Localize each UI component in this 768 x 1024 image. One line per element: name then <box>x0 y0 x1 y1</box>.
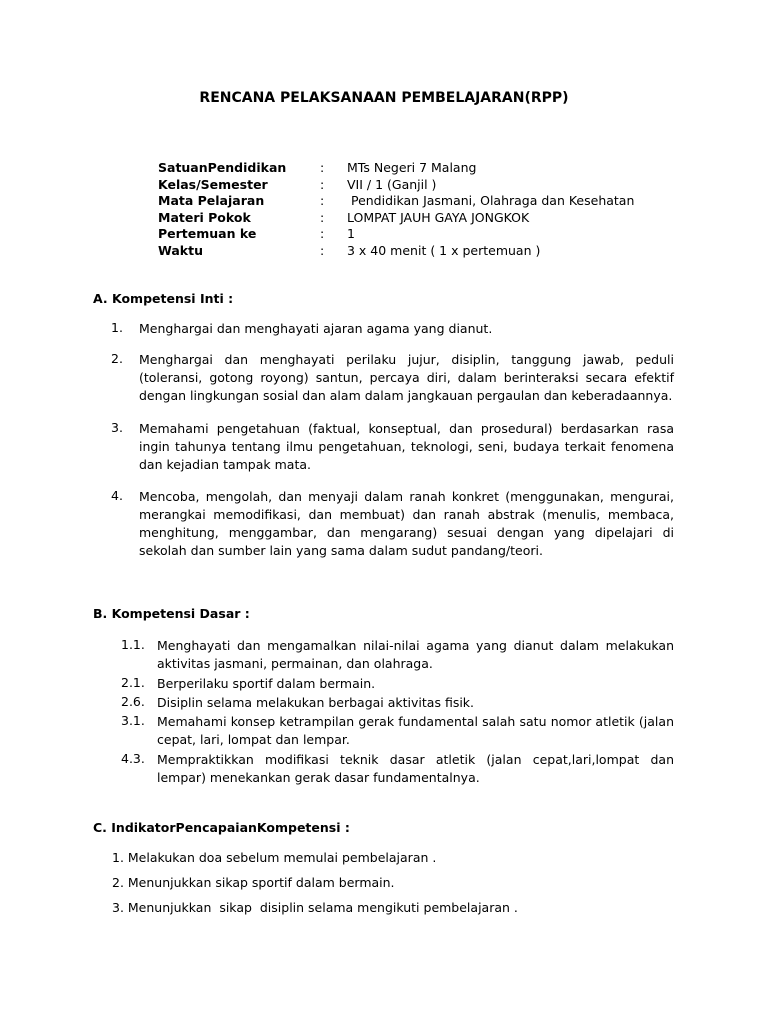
identity-colon: : <box>320 226 325 241</box>
indicator-item: 3. Menunjukkan sikap disiplin selama mengikuti pembelajaran . <box>112 900 518 915</box>
item-text: Menghayati dan mengamalkan nilai-nilai agama yang dianut dalam melakukan aktivitas jasmani, permainan, dan olahraga. <box>157 638 674 671</box>
item-text: Berperilaku sportif dalam bermain. <box>157 676 376 691</box>
identity-colon: : <box>320 242 325 258</box>
identity-value: 3 x 40 menit ( 1 x pertemuan ) <box>347 242 541 258</box>
identity-value: MTs Negeri 7 Malang <box>347 160 477 175</box>
identity-row <box>158 226 634 243</box>
identity-key: Mata Pelajaran <box>158 193 265 208</box>
identity-row <box>158 193 634 210</box>
item-text: Mencoba, mengolah, dan menyaji dalam ranah konkret (menggunakan, mengurai, merangkai memodifikasi, dan membuat) dan ranah abstrak (menulis, membaca, menghitung, menggambar, dan mengarang) sesuai dengan yang dipelajari di sekolah dan sumber lain yang sama dalam sudut pandang/teori. <box>139 489 674 558</box>
identity-value: 1 <box>347 226 355 241</box>
item-number: 2.1. <box>121 675 145 690</box>
item-text: Memahami pengetahuan (faktual, konseptual, dan prosedural) berdasarkan rasa ingin tahunya tentang ilmu pengetahuan, teknologi, seni, budaya terkait fenomena dan kejadian tampak mata. <box>139 421 674 472</box>
identity-key: SatuanPendidikan <box>158 160 287 175</box>
indicator-item: 1. Melakukan doa sebelum memulai pembelajaran . <box>112 850 437 865</box>
identity-value: VII / 1 (Ganjil ) <box>347 176 437 192</box>
item-text: Menghargai dan menghayati ajaran agama yang dianut. <box>139 321 493 336</box>
section-c-heading: C. IndikatorPencapaianKompetensi : <box>93 820 350 835</box>
section-b-heading: B. Kompetensi Dasar : <box>93 606 250 621</box>
identity-value: Pendidikan Jasmani, Olahraga dan Kesehatan <box>347 193 635 208</box>
identity-key: Waktu <box>158 242 203 258</box>
section-a-heading: A. Kompetensi Inti : <box>93 291 234 306</box>
identity-colon: : <box>320 193 325 208</box>
identity-table <box>158 160 634 259</box>
identity-key: Materi Pokok <box>158 209 251 225</box>
item-number: 1. <box>111 320 123 335</box>
identity-row <box>158 210 634 227</box>
identity-key: Kelas/Semester <box>158 176 268 192</box>
identity-row <box>158 160 634 177</box>
item-text: Menghargai dan menghayati perilaku jujur, disiplin, tanggung jawab, peduli (toleransi, gotong royong) santun, percaya diri, dalam berinteraksi secara efektif dengan lingkungan sosial dan alam dalam jangkauan pergaulan dan keberadaannya. <box>139 352 674 403</box>
identity-key: Pertemuan ke <box>158 226 257 241</box>
item-number: 2. <box>111 351 123 366</box>
identity-colon: : <box>320 160 325 175</box>
document-title: RENCANA PELAKSANAAN PEMBELAJARAN(RPP) <box>199 90 569 106</box>
indicator-item: 2. Menunjukkan sikap sportif dalam bermain. <box>112 875 395 890</box>
item-text: Mempraktikkan modifikasi teknik dasar atletik (jalan cepat,lari,lompat dan lempar) menekankan gerak dasar fundamentalnya. <box>157 752 674 785</box>
identity-colon: : <box>320 176 325 192</box>
identity-colon: : <box>320 209 325 225</box>
item-number: 1.1. <box>121 637 145 652</box>
item-number: 4.3. <box>121 751 145 766</box>
item-number: 4. <box>111 488 123 503</box>
item-text: Memahami konsep ketrampilan gerak fundamental salah satu nomor atletik (jalan cepat, lari, lompat dan lempar. <box>157 714 674 747</box>
item-text: Disiplin selama melakukan berbagai aktivitas fisik. <box>157 695 475 710</box>
item-number: 2.6. <box>121 694 145 709</box>
identity-row <box>158 243 634 260</box>
item-number: 3.1. <box>121 713 145 728</box>
identity-value: LOMPAT JAUH GAYA JONGKOK <box>347 209 530 225</box>
item-number: 3. <box>111 420 123 435</box>
identity-row <box>158 177 634 194</box>
